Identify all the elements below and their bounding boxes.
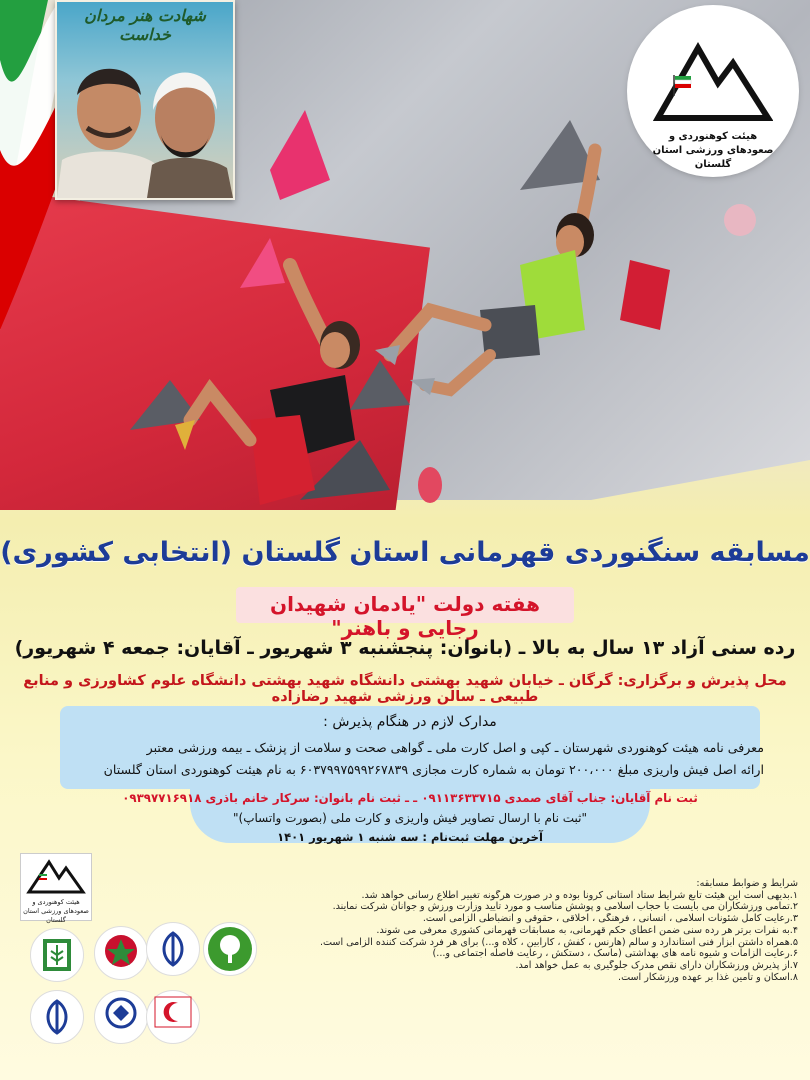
sponsor-logo-governorate <box>146 922 200 976</box>
rule-item: ۶.رعایت الزامات و شیوه نامه های بهداشتی (ماسک ، دستکش ، رعایت فاصله اجتماعی و...) <box>432 948 798 960</box>
climber-green-shirt <box>370 140 640 400</box>
sponsor-caption: هیئت کوهنوردی و صعودهای ورزشی استان گلستان <box>23 898 89 924</box>
iran-emblem-icon <box>147 923 199 975</box>
age-schedule-line: رده سنی آزاد ۱۳ سال به بالا ـ (بانوان: پنجشنبه ۳ شهریور ـ آقایان: جمعه ۴ شهریور) <box>14 637 796 659</box>
mountain-icon <box>653 38 773 128</box>
climber-red-shorts <box>150 250 380 520</box>
registration-contacts: ثبت نام آقایان: جناب آقای صمدی ۰۹۱۱۳۶۳۳۷۱۵ ـ ـ ثبت نام بانوان: سرکار خانم باذری ۰۹۳۹۷۷۱۶۹۱۸ <box>122 791 698 805</box>
portrait-caption: شهادت هنر مردان خداست <box>84 6 206 44</box>
registration-deadline: آخرین مهلت ثبت‌نام : سه شنبه ۱ شهریور ۱۴۰۱ <box>277 830 543 844</box>
rule-item: ۱.بدیهی است این هیئت تابع شرایط ستاد استانی کرونا بوده و در صورت هرگونه تغییر اطلاع رسانی خواهد شد. <box>361 889 798 901</box>
documents-line: معرفی نامه هیئت کوهنوردی شهرستان ـ کپی و اصل کارت ملی ـ گواهی صحت و سلامت از پزشک ـ بیمه ورزشی معتبر <box>146 740 764 755</box>
documents-title: مدارک لازم در هنگام پذیرش : <box>323 714 497 730</box>
climbing-hold <box>415 465 445 505</box>
federation-logo <box>630 8 796 174</box>
rules-title: شرایط و ضوابط مسابقه: <box>696 878 798 889</box>
sponsor-logo-agriculture <box>30 928 84 982</box>
venue-line: محل پذیرش و برگزاری: گرگان ـ خیابان شهید بهشتی دانشگاه شهید بهشتی دانشگاه علوم کشاورزی و منابع طبیعی ـ سالن ورزشی شهید رضازاده <box>23 673 787 705</box>
martyrs-portrait <box>55 0 235 200</box>
bank-logo-icon <box>95 991 147 1043</box>
rules-panel <box>245 878 798 983</box>
rule-item: ۷.از پذیرش ورزشکاران دارای نقص مدرک جلوگیری به عمل خواهد آمد. <box>515 959 798 971</box>
wheat-logo-icon <box>31 929 83 981</box>
documents-line: ارائه اصل فیش واریزی مبلغ ۲۰۰،۰۰۰ تومان به شماره کارت مجازی ۶۰۳۷۹۹۷۵۹۹۲۶۷۸۳۹ به نام هیئت کوهنوردی استان گلستان <box>103 762 764 777</box>
hero-image <box>0 0 810 520</box>
mountain-logo-icon <box>21 854 91 898</box>
sponsor-logo-bank-tejarat <box>94 990 148 1044</box>
rule-item: ۴.به نفرات برتر هر رده سنی ضمن اعطای حکم قهرمانی، به مسابقات قهرمانی کشوری معرفی می شوند. <box>376 924 798 936</box>
sponsor-logo-federation <box>20 853 92 924</box>
emblem-logo-icon <box>95 927 147 979</box>
page-title: مسابقه سنگنوردی قهرمانی استان گلستان (انتخابی کشوری) <box>0 537 810 568</box>
climbing-hold <box>270 110 330 200</box>
subtitle: هفته دولت "یادمان شهیدان رجایی و باهنر" <box>270 592 540 640</box>
climbing-hold <box>720 200 760 240</box>
crescent-logo-icon <box>147 991 199 1043</box>
federation-name: هیئت کوهنوردی و صعودهای ورزشی استان گلستان <box>652 131 774 170</box>
sponsor-logo-sports-youth <box>30 990 84 1044</box>
rule-item: ۳.رعایت کامل شئونات اسلامی ، انسانی ، فرهنگی ، اخلاقی ، حقوقی و انضباطی الزامی است. <box>422 913 798 925</box>
portrait-faces <box>57 40 233 198</box>
iran-emblem-icon <box>31 991 83 1043</box>
rule-item: ۸.اسکان و تامین غذا بر عهده ورزشکار است. <box>618 971 798 983</box>
registration-note: "ثبت نام با ارسال تصاویر فیش واریزی و کارت ملی (بصورت واتساپ)" <box>233 811 587 825</box>
sponsor-logo-municipality <box>94 926 148 980</box>
rule-item: ۵.همراه داشتن ابزار فنی استاندارد و سالم (هارنس ، کفش ، کارابین ، کلاه و...) برای هر فرد شرکت کننده الزامی است. <box>319 936 798 948</box>
sponsor-logo-red-crescent <box>146 990 200 1044</box>
rule-item: ۲.تمامی ورزشکاران می بایست با حجاب اسلامی و پوشش مناسب و مورد تایید وزارت ورزش و جوانان شرکت نمایند. <box>332 901 798 913</box>
